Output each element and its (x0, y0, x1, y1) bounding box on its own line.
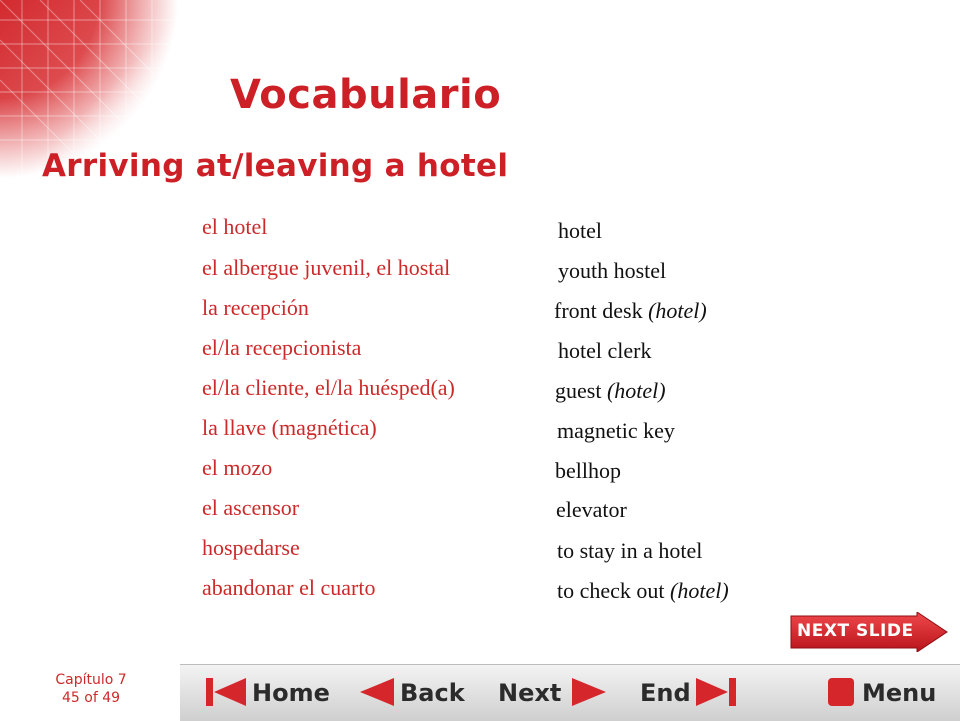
english-translation: youth hostel (558, 258, 667, 283)
home-label: Home (252, 679, 330, 707)
menu-label: Menu (862, 679, 937, 707)
english-translation: magnetic key (557, 418, 675, 443)
spanish-term: el ascensor (202, 495, 300, 520)
next-slide-button[interactable] (789, 612, 949, 652)
back-label: Back (400, 679, 465, 707)
next-button[interactable] (498, 671, 628, 715)
end-label: End (640, 679, 691, 707)
english-translation: hotel (558, 218, 602, 243)
spanish-term: el mozo (202, 455, 273, 480)
spanish-term: hospedarse (202, 535, 300, 560)
spanish-term: el/la recepcionista (202, 335, 362, 360)
section-subtitle: Arriving at/leaving a hotel (42, 148, 509, 184)
page-title: Vocabulario (230, 72, 502, 118)
spanish-term: el/la cliente, el/la huésped(a) (202, 375, 455, 400)
english-translation: bellhop (555, 458, 621, 483)
back-arrow-icon (356, 675, 396, 709)
english-note: (hotel) (670, 578, 729, 603)
end-button[interactable] (640, 671, 750, 715)
chapter-indicator (32, 671, 150, 707)
next-label: Next (498, 679, 562, 707)
english-translation: front desk (hotel) (554, 298, 707, 323)
home-button[interactable] (204, 671, 334, 715)
next-slide-label: NEXT SLIDE (797, 621, 914, 641)
english-translation: elevator (556, 497, 627, 522)
last-slide-icon (694, 675, 738, 709)
english-note: (hotel) (648, 298, 707, 323)
navigation-bar (180, 664, 960, 721)
english-translation: to check out (hotel) (557, 578, 729, 603)
english-translation: guest (hotel) (555, 378, 666, 403)
spanish-term: la llave (magnética) (202, 415, 377, 440)
menu-button[interactable] (826, 671, 946, 715)
chapter-label: Capítulo 7 (55, 672, 127, 688)
next-arrow-icon (570, 675, 610, 709)
english-note: (hotel) (606, 378, 666, 403)
english-translation: hotel clerk (558, 338, 652, 363)
spanish-term: la recepción (202, 295, 309, 320)
menu-square-icon (826, 675, 856, 709)
page-counter: 45 of 49 (61, 690, 121, 706)
first-slide-icon (204, 675, 248, 709)
back-button[interactable] (356, 671, 486, 715)
spanish-term: el hotel (202, 214, 268, 239)
spanish-term: abandonar el cuarto (202, 575, 376, 600)
spanish-term: el albergue juvenil, el hostal (202, 255, 451, 280)
english-translation: to stay in a hotel (557, 538, 703, 563)
